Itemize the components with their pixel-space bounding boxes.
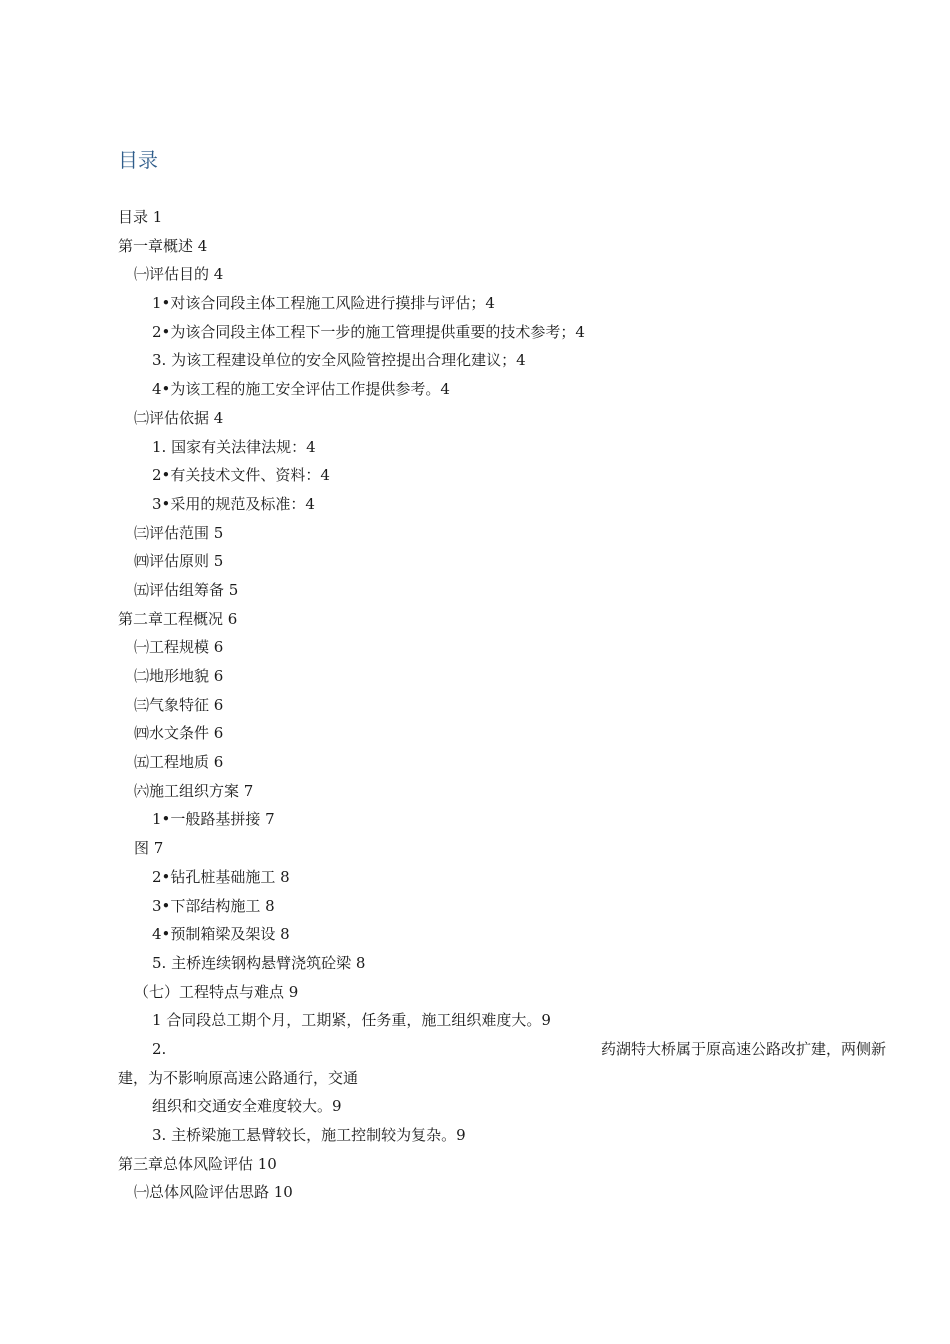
toc-entry[interactable]: ㈢气象特征 6: [134, 695, 224, 714]
toc-entry[interactable]: 2•有关技术文件、资料：4: [152, 466, 330, 485]
toc-entry[interactable]: 2•为该合同段主体工程下一步的施工管理提供重要的技术参考；4: [152, 322, 585, 341]
toc-entry[interactable]: 第三章总体风险评估 10: [118, 1154, 277, 1173]
toc-heading: 目录: [118, 148, 158, 172]
toc-entry[interactable]: ㈡评估依据 4: [134, 408, 224, 427]
toc-entry[interactable]: 图 7: [134, 839, 164, 858]
toc-entry[interactable]: 3. 主桥梁施工悬臂较长，施工控制较为复杂。9: [152, 1126, 466, 1144]
toc-entry-continuation: 建，为不影响原高速公路通行，交通: [118, 1068, 359, 1087]
toc-entry[interactable]: ㈤工程地质 6: [134, 753, 224, 772]
toc-entry[interactable]: ㈢评估范围 5: [134, 523, 224, 542]
toc-entry[interactable]: 第一章概述 4: [118, 236, 208, 255]
toc-entry-wrapped[interactable]: [118, 1035, 898, 1064]
toc-entry[interactable]: 目录 1: [118, 208, 163, 226]
toc-entry-text-right: 药湖特大桥属于原高速公路改扩建，两侧新: [600, 1039, 886, 1058]
toc-entry[interactable]: 3. 为该工程建设单位的安全风险管控提出合理化建议；4: [152, 351, 526, 370]
toc-entry[interactable]: 1•对该合同段主体工程施工风险进行摸排与评估；4: [152, 294, 495, 313]
toc-entry[interactable]: ㈤评估组筹备 5: [134, 580, 239, 599]
toc-entry[interactable]: ㈠工程规模 6: [134, 638, 224, 657]
toc-entry[interactable]: 1. 国家有关法律法规：4: [152, 437, 316, 456]
toc-entry-continuation: 组织和交通安全难度较大。9: [152, 1097, 342, 1116]
toc-entry[interactable]: 2•钻孔桩基础施工 8: [152, 867, 290, 886]
toc-entry[interactable]: 3•下部结构施工 8: [152, 896, 275, 915]
toc-entry[interactable]: 5. 主桥连续钢构悬臂浇筑砼梁 8: [152, 953, 366, 972]
table-of-contents: [118, 203, 898, 1207]
toc-entry[interactable]: ㈣水文条件 6: [134, 724, 224, 743]
toc-entry[interactable]: ㈡地形地貌 6: [134, 667, 224, 685]
toc-entry[interactable]: （七）工程特点与难点 9: [134, 982, 299, 1001]
toc-entry[interactable]: 4•为该工程的施工安全评估工作提供参考。4: [152, 380, 450, 399]
toc-entry[interactable]: 1 合同段总工期个月，工期紧，任务重，施工组织难度大。9: [152, 1011, 551, 1030]
toc-entry[interactable]: 4•预制箱梁及架设 8: [152, 925, 290, 944]
toc-entry[interactable]: 1•一般路基拼接 7: [152, 810, 275, 829]
toc-entry[interactable]: 3•采用的规范及标准：4: [152, 494, 315, 513]
toc-entry[interactable]: ㈣评估原则 5: [134, 552, 224, 571]
toc-entry[interactable]: ㈠评估目的 4: [134, 265, 224, 284]
toc-entry[interactable]: 第二章工程概况 6: [118, 609, 238, 628]
toc-entry[interactable]: ㈠总体风险评估思路 10: [134, 1183, 293, 1202]
toc-entry-number: 2.: [152, 1039, 167, 1058]
toc-entry[interactable]: ㈥施工组织方案 7: [134, 781, 254, 800]
